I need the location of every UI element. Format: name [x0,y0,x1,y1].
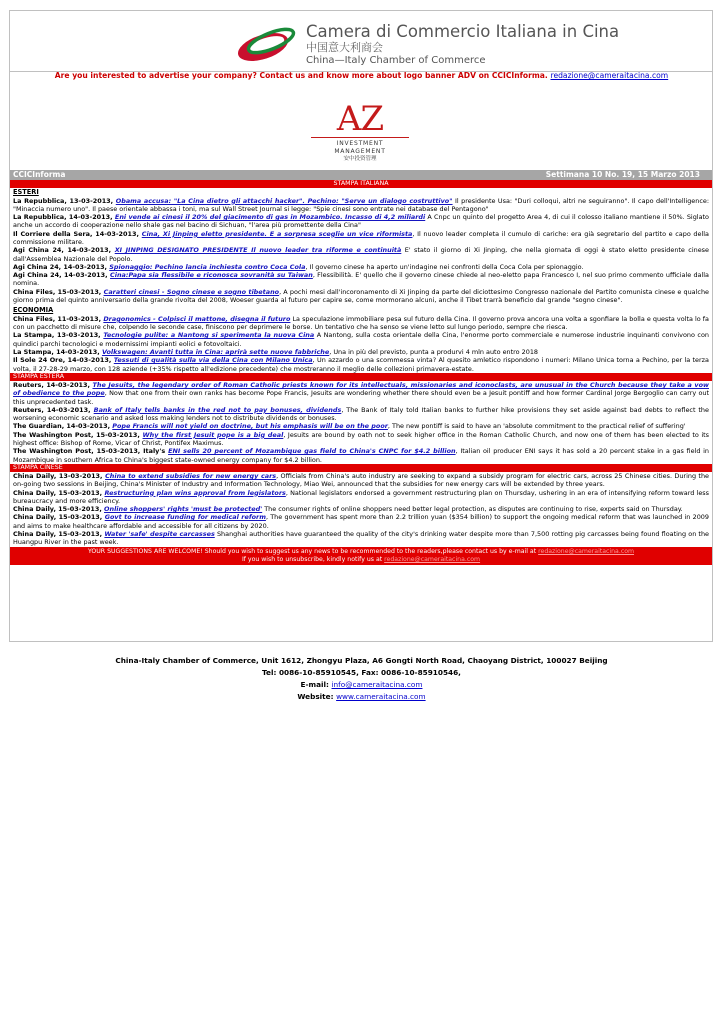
news-item [10,331,712,348]
org-name: Camera di Commercio Italiana in Cina [306,22,620,41]
news-source: China Daily, 15-03-2013, [13,505,105,514]
news-source: The Guardian, 14-03-2013, [13,422,113,431]
news-summary: , Una in più del previsto, punta a produrvi 4 mln auto entro 2018 [329,348,539,357]
website-label: Website: [297,692,334,701]
news-item [10,246,712,263]
body-area [10,10,712,641]
news-item [10,422,712,430]
news-headline-link[interactable]: Tecnologie pulite: a Nantong si sperimenta la nuova Cina [103,331,315,340]
subsection-esteri: ESTERI [13,188,39,196]
news-headline-link[interactable]: ENI sells 20 percent of Mozambique gas field to China's CNPC for $4.2 billion [168,447,456,456]
advert-text: Are you interested to advertise your company? Contact us and know more about logo banner ADV on CCICInforma. [54,71,548,80]
news-item [10,213,712,230]
news-item [10,348,712,356]
contact-address [0,655,723,703]
news-source: China Daily, 13-03-2013, [13,471,106,480]
az-subtitle: INVESTMENT MANAGEMENT [311,137,409,156]
news-source: Il Corriere della Sera, 14-03-2013, [13,229,142,238]
section-header-stampa-cinese: STAMPA CINESE [10,464,712,472]
footer-notice [10,547,712,565]
news-item [10,271,712,288]
news-headline-link[interactable]: China to extend subsidies for new energy cars [105,471,277,480]
news-headline-link[interactable]: Bank of Italy tells banks in the red not to pay bonuses, dividends [93,405,342,414]
news-source: China Files, 15-03-2013, [13,287,104,296]
news-summary: , A pochi mesi dall'incoronamento di Xi Jinping da parte del diciottesimo Congresso nazionale del Partito comunista cinese e qualche giorno prima del quinto anniversario della grande rivolta del 2008, Woeser guarda al futuro per capire se, come mormorano alcuni, anche il Tibet trarrà beneficio dal grande "sogno cinese". [13,287,709,305]
news-headline-link[interactable]: Eni vende ai cinesi il 20% del giacimento di gas in Mozambico. Incasso di 4,2 miliardi [114,213,426,222]
news-summary: , The government has spent more than 2.2 trillion yuan ($354 billion) to support the ongoing medical reform that was launched in 2009 and aims to make healthcare affordable and accessible for all citizens by 2020. [13,513,710,530]
news-headline-link[interactable]: Volkswagen: Avanti tutta in Cina: aprirà sette nuove fabbriche [101,348,330,357]
issue-bar [10,170,712,180]
news-item [10,513,712,530]
news-summary: La speculazione immobiliare pesa sul futuro della Cina. Il governo prova ancora una volta a sgonfiare la bolla e questa volta lo fa con un pacchetto di misure che, colpendo le seconde case, finiscono per deprimere le borse. Un tentativo che ha senso se viene letto sul lungo periodo, sempre che riesca. [13,314,709,332]
news-source: Il Sole 24 Ore, 14-03-2013, [13,356,114,365]
news-item [10,406,712,423]
contact-email-link[interactable]: info@cameraitacina.com [331,680,423,689]
news-summary: The consumer rights of online shoppers need better legal protection, as disputes are continuing to rise, experts said on Thursday. [262,505,683,514]
news-summary: , Un azzardo o una scommessa vinta? Al quesito amletico rispondono i numeri: Milano Unica torna a Pechino, per la terza volta, il 27-28-29 marzo, con 128 aziende (+35% rispetto all'edizione precedente) che mostreranno il meglio delle collezioni primavera-estate. [13,356,709,373]
advert-email-link[interactable]: redazione@cameraitacina.com [550,71,669,80]
news-item [10,197,712,214]
az-logo-letters: AZ [336,99,384,139]
news-summary: E' stato il giorno di Xi Jinping, che nella giornata di oggi è stato eletto presidente cinese dall'Assemblea Nazionale del Popolo. [13,246,709,263]
news-source: La Stampa, 13-03-2013, [13,331,104,340]
news-item [10,431,712,448]
news-source: Reuters, 14-03-2013, [13,405,94,414]
section-header-stampa-italiana: STAMPA ITALIANA [10,180,712,188]
news-summary: , Flessibilità. E' quello che il governo cinese chiede al neo-eletto papa Francesco I, nel suo primo commento ufficiale dalla nomina. [13,271,709,288]
news-headline-link[interactable]: Spionaggio: Pechino lancia inchiesta contro Coca Cola [109,262,306,271]
news-summary: A Cnpc un quinto del progetto Area 4, di cui il colosso italiano mantiene il 50%. Siglato anche un accordo di cooperazione nello shale gas nel bacino di Sichuan, "l'area più promettente della Cina" [13,213,709,230]
news-item [10,263,712,271]
news-headline-link[interactable]: Dragonomics - Colpisci il mattone, disegna il futuro [103,314,291,323]
news-summary: , Officials from China's auto industry are seeking to expand a subsidy program for electric cars, across 25 Chinese cities. During the on-going two sessions in Beijing, China's Minister of Industry and Information Technology, Miao Wei, announced that the subsidies for new energy cars will be extended by three years. [13,471,709,489]
news-source: The Washington Post, 15-03-2013, [13,430,143,439]
news-source: China Daily, 15-03-2013, [13,488,105,497]
news-summary: A Nantong, sulla costa orientale della Cina, l'enorme porto commerciale e numerose industrie inquinanti convivono con quindici parchi tecnologici e modernissimi impianti eolici e fotovoltaici. [13,331,709,348]
estera-list [10,381,712,464]
news-headline-link[interactable]: Govt to increase funding for medical reform [104,513,266,522]
unsub-text: If you wish to unsubscribe, kindly notify us at [241,555,383,563]
news-item [10,505,712,513]
news-headline-link[interactable]: Cina:Papa sia flessibile e riconosca sovranità su Taiwan [110,271,313,280]
issue-bar-date: Settimana 10 No. 19, 15 Marzo 2013 [545,170,700,179]
news-source: La Repubblica, 13-03-2013, [13,196,116,205]
email-label: E-mail: [300,680,329,689]
news-summary: Shanghai authorities have guaranteed the quality of the city's drinking water despite more than 7,500 rotting pig carcasses being found floating on the Huangpu River in the past week. [13,529,709,547]
subsection-economia: ECONOMIA [13,306,54,315]
news-item [10,381,712,406]
news-summary: , Il nuovo leader completa il cumulo di cariche: era già segretario del partito e capo della commissione militare. [13,229,709,246]
news-source: Agi China 24, 14-03-2013, [13,262,110,271]
news-headline-link[interactable]: Water 'safe' despite carcasses [104,529,215,538]
news-source: The Washington Post, 15-03-2013, Italy's [13,447,169,456]
org-name-en: China—Italy Chamber of Commerce [306,55,486,66]
news-source: La Stampa, 14-03-2013, [13,348,102,357]
news-summary: , Il governo cinese ha aperto un'indagine nei confronti della Coca Cola per spionaggio. [305,262,584,271]
news-headline-link[interactable]: Obama accusa: "La Cina dietro gli attacchi hacker". Pechino: "Serve un dialogo costruttivo" [115,196,453,205]
news-summary: , Italian oil producer ENI says it has sold a 20 percent stake in a gas field in Mozambique in southern Africa to China's biggest state-owned energy company for $4.2 billion. [13,447,710,464]
esteri-list [10,197,712,305]
news-summary: , The Bank of Italy told Italian banks to further hike provisions they set aside against bad debts to reflect the worsening economic scenario and asked loss making lenders not to distribute dividends or bonuses. [13,405,709,423]
news-source: China Daily, 15-03-2013, [13,529,105,538]
news-summary: , National legislators endorsed a government restructuring plan on Thursday, ushering in an era of intensifying reform toward less bureaucracy and more efficiency. [13,488,710,505]
news-source: Agi China 24, 14-03-2013, [13,271,111,280]
news-headline-link[interactable]: Pope Francis will not yield on doctrine, but his emphasis will be on the poor [112,422,388,431]
news-item [10,230,712,247]
news-headline-link[interactable]: Cina, Xi Jinping eletto presidente. E a sorpresa sceglie un vice riformista [141,229,413,238]
news-source: China Daily, 15-03-2013, [13,513,105,522]
news-headline-link[interactable]: Caratteri cinesi - Sogno cinese e sogno tibetano [103,287,280,296]
news-headline-link[interactable]: Restructuring plan wins approval from legislators [104,488,286,497]
issue-bar-title: CCICInforma [13,170,66,179]
news-item [10,472,712,489]
news-item [10,530,712,547]
address-line: China-Italy Chamber of Commerce, Unit 1612, Zhongyu Plaza, A6 Gongti North Road, Chaoyang District, 100027 Beijing [115,656,608,665]
news-headline-link[interactable]: Why the first Jesuit pope is a big deal [142,430,284,439]
az-subtitle-cn: 安中投资管理 [343,156,377,162]
news-item [10,315,712,332]
news-source: La Repubblica, 14-03-2013, [13,213,115,222]
news-summary: , The new pontiff is said to have an 'absolute commitment to the practical relief of suffering' [387,422,686,431]
news-summary: Il presidente Usa: "Duri colloqui, altri ne seguiranno". Il capo dell'Intelligence: "Minaccia numero uno". Il paese orientale abbassa i toni, ma sul Wall Street Journal si legge: "Spie cinesi sono entrate nei database del Pentagono" [13,196,709,213]
website-link[interactable]: www.cameraitacina.com [336,692,426,701]
unsub-email-link[interactable]: redazione@cameraitacina.com [384,555,481,563]
news-headline-link[interactable]: Online shoppers' rights 'must be protected' [104,505,263,514]
phone-fax-line: Tel: 0086-10-85910545, Fax: 0086-10-85910546, [262,668,461,677]
suggest-email-link[interactable]: redazione@cameraitacina.com [538,547,635,555]
news-item [10,356,712,373]
news-summary: , Jesuits are bound by oath not to seek higher office in the Roman Catholic Church, and now one of them has been elected to its highest office: Bishop of Rome, Vicar of Christ, Pontifex Maximus. [13,430,710,448]
news-source: Agi China 24, 14-03-2013, [13,246,115,255]
news-headline-link[interactable]: The Jesuits, the legendary order of Roman Catholic priests known for its intellectuals, missionaries and iconoclasts, are unusual in the Church because they take a vow of obedience to the pope [13,380,709,398]
section-header-stampa-estera: STAMPA ESTERA [10,373,712,381]
cinese-list [10,472,712,547]
news-item [10,447,712,464]
news-headline-link[interactable]: Tessuti di qualità sulla via della Cina con Milano Unica [113,356,313,365]
news-item [10,288,712,305]
news-content [10,180,712,565]
news-source: China Files, 11-03-2013, [13,314,104,323]
economia-list [10,315,712,373]
news-summary: , Now that one from their own ranks has become Pope Francis, Jesuits are wondering whether there should even be a Jesuit pontiff and how former Cardinal Jorge Bergoglio can carry out this unprecedented task. [13,389,710,406]
news-headline-link[interactable]: XI JINPING DESIGNATO PRESIDENTE Il nuovo leader tra riforme e continuità [114,246,402,255]
suggest-text: YOUR SUGGESTIONS ARE WELCOME! Should you wish to suggest us any news to be recommended to the readers,please contact us by e-mail at [87,547,537,555]
news-source: Reuters, 14-03-2013, [13,380,93,389]
news-item [10,489,712,506]
org-name-cn: 中国意大利商会 [306,41,383,54]
